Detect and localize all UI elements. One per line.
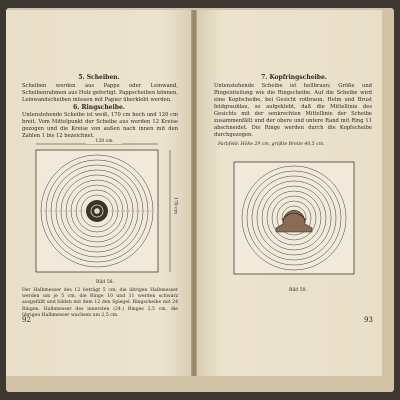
height-label: 170 cm bbox=[172, 196, 178, 215]
section7-heading: 7. Kopfringscheibe. bbox=[261, 74, 327, 81]
left-page-number: 92 bbox=[22, 316, 31, 324]
section5-heading: 5. Scheiben. bbox=[78, 74, 120, 81]
head-ring-target-figure bbox=[230, 160, 360, 280]
left-figure-caption: Bild 58. bbox=[95, 280, 115, 285]
right-figure-caption: Bild 59. bbox=[288, 288, 308, 293]
left-footnote: Der Halbmesser des 12 beträgt 5 cm; die übrigen Halbmesser werden um je 5 cm, die Ringe 10 und 11 werden schwarz ausgefüllt und bilden mit dem 12 den Spiegel. Ringscheibe mit 24 Ringen. Halbmesser des innersten (24.) Ringes 2,5 cm, die übrigen Halbmesser wachsen um 2,5 cm. bbox=[22, 288, 178, 318]
ring-target-figure bbox=[28, 138, 180, 280]
width-label: 120 cm bbox=[86, 139, 122, 144]
section7-text: Untenstehende Scheibe ist hellbraun; Größe und Ringeinteilung wie die Ringscheibe. Auf die Scheibe wird eine Kopfscheibe, bei Gesicht rotbraun, Helm und Brust feldgraublau, so aufgeklebt, daß die Mittellinie des Gesichts mit der senkrechten Mittellinie der Scheibe zusammenfällt und der obere und untere Rand mit Ring 11 abschneidet. Die Ringe werden durch die Kopfscheibe durchgezogen. bbox=[214, 83, 372, 138]
book-gutter bbox=[191, 10, 197, 376]
right-page-number: 93 bbox=[364, 316, 373, 324]
section6-text: Untenstehende Scheibe ist weiß, 170 cm hoch und 120 cm breit. Vom Mittelpunkt der Scheibe aus werden 12 Kreise gezogen und die Kreise von außen nach innen mit den Zahlen 1 bis 12 bezeichnet. bbox=[22, 112, 178, 139]
section6-heading: 6. Ringscheibe. bbox=[73, 104, 125, 111]
right-footnote: Farbfeld: Höhe 29 cm, größte Breite 40,5 cm. bbox=[218, 142, 325, 147]
section5-text: Scheiben werden aus Pappe oder Leinwand, Scheibenrahmen aus Holz gefertigt. Pappscheiben können, Leinwandscheiben müssen mit Papier überklebt werden. bbox=[22, 83, 178, 103]
